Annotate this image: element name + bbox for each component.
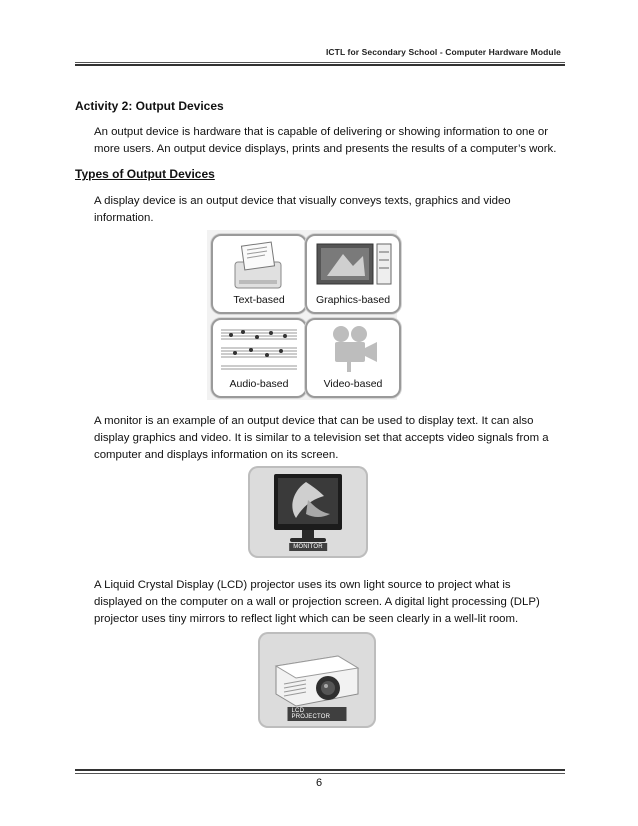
running-header: ICTL for Secondary School - Computer Hardware Module [325, 47, 561, 57]
types-heading: Types of Output Devices [75, 167, 215, 181]
display-line-1: A display device is an output device that visually conveys texts, graphics and video [94, 195, 511, 207]
projector-photo [258, 632, 376, 728]
tile-video-based [305, 318, 401, 398]
tile-label: Video-based [323, 378, 383, 390]
tile-graphics-based [305, 234, 401, 314]
printer-icon [213, 236, 305, 296]
header-rule-thick [75, 64, 565, 66]
tile-audio-based [211, 318, 307, 398]
tile-label: Text-based [233, 294, 285, 306]
tile-text-based [211, 234, 307, 314]
activity-heading: Activity 2: Output Devices [75, 99, 224, 113]
projector-line-1: A Liquid Crystal Display (LCD) projector uses its own light source to project what is [94, 579, 511, 591]
footer-rule-thick [75, 769, 565, 771]
projector-caption: LCD PROJECTOR [288, 707, 347, 721]
display-line-2: information. [94, 212, 154, 224]
tile-label: Graphics-based [315, 294, 391, 306]
monitor-photo [248, 466, 368, 558]
monitor-line-1: A monitor is an example of an output device that can be used to display text. It can also [94, 415, 534, 427]
sheet-music-icon [213, 320, 305, 380]
monitor-caption: MONITOR [289, 543, 327, 551]
tile-label: Audio-based [229, 378, 289, 390]
page-number: 6 [315, 777, 323, 789]
projector-line-3: projector uses tiny mirrors to reflect light which can be seen clearly in a well-lit room. [94, 613, 519, 625]
monitor-line-2: display graphics and video. It is similar to a television set that accepts video signals from a [94, 432, 549, 444]
film-camera-icon [307, 320, 399, 380]
projector-line-2: displayed on the computer on a wall or projection screen. A digital light processing (DLP) [94, 596, 540, 608]
monitor-graphics-icon [307, 236, 399, 296]
output-types-figure [207, 230, 397, 400]
intro-line-1: An output device is hardware that is capable of delivering or showing information to one or [94, 126, 548, 138]
monitor-line-3: computer and displays information on its screen. [94, 449, 339, 461]
intro-line-2: more users. An output device displays, prints and presents the results of a computer’s work. [94, 143, 557, 155]
header-rule [75, 62, 565, 63]
footer-rule [75, 773, 565, 774]
